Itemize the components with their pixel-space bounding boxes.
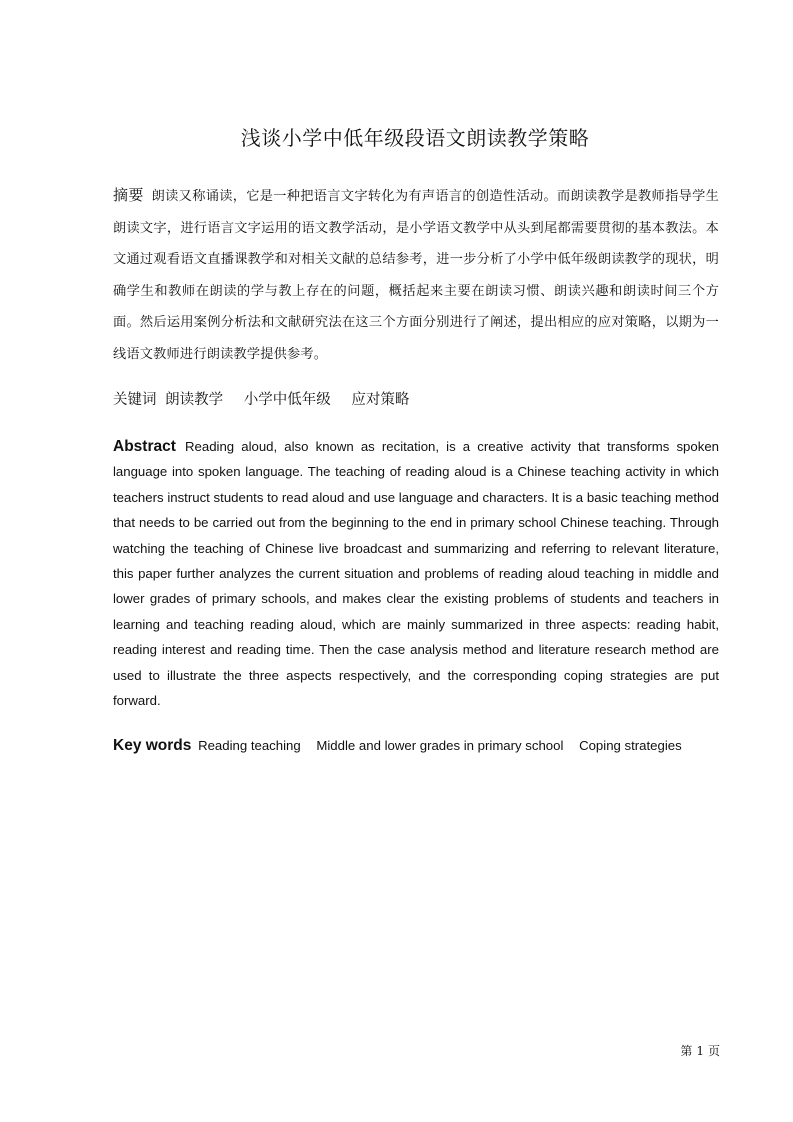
english-keywords bbox=[113, 734, 723, 758]
english-abstract-text: Reading aloud, also known as recitation, is a creative activity that transforms spoken language into spoken language. The teaching of reading aloud is a Chinese teaching activity in which teachers instruct students to read aloud and use language and characters. It is a basic teaching method that needs to be carried out from the beginning to the end in primary school Chinese teaching. Through watching the teaching of Chinese live broadcast and summarizing and referring to relevant literature, this paper further analyzes the current situation and problems of reading aloud teaching in middle and lower grades of primary schools, and makes clear the existing problems of students and teachers in learning and teaching reading aloud, which are mainly summarized in three aspects: reading habit, reading interest and reading time. Then the case analysis method and literature research method are used to illustrate the three aspects respectively, and the corresponding coping strategies are put forward. bbox=[113, 439, 719, 709]
chinese-abstract-label: 摘要 bbox=[113, 186, 144, 204]
english-keywords-label: Key words bbox=[113, 737, 192, 754]
chinese-keyword: 小学中低年级 bbox=[243, 392, 331, 408]
chinese-keywords bbox=[113, 388, 719, 412]
chinese-keyword: 应对策略 bbox=[351, 392, 410, 408]
chinese-keyword: 朗读教学 bbox=[165, 392, 224, 408]
chinese-abstract bbox=[113, 180, 719, 370]
page-footer bbox=[660, 1042, 720, 1059]
paper-title: 浅谈小学中低年级段语文朗读教学策略 bbox=[240, 126, 590, 150]
chinese-abstract-text: 朗读又称诵读，它是一种把语言文字转化为有声语言的创造性活动。而朗读教学是教师指导学生朗读文字，进行语言文字运用的语文教学活动，是小学语文教学中从头到尾都需要贯彻的基本教法。本文通过观看语文直播课教学和对相关文献的总结参考，进一步分析了小学中低年级朗读教学的现状，明确学生和教师在朗读的学与教上存在的问题，概括起来主要在朗读习惯、朗读兴趣和朗读时间三个方面。然后运用案例分析法和文献研究法在这三个方面分别进行了阐述，提出相应的应对策略，以期为一线语文教师进行朗读教学提供参考。 bbox=[113, 189, 719, 362]
english-keyword: Reading teaching bbox=[198, 738, 301, 753]
page-number-suffix: 页 bbox=[707, 1044, 720, 1058]
page-number-prefix: 第 bbox=[680, 1044, 693, 1058]
english-keyword: Coping strategies bbox=[579, 738, 682, 753]
english-abstract bbox=[113, 434, 719, 713]
english-abstract-label: Abstract bbox=[113, 438, 176, 455]
page-number: 1 bbox=[696, 1044, 704, 1058]
english-keyword: Middle and lower grades in primary school bbox=[316, 738, 564, 753]
chinese-keywords-label: 关键词 bbox=[113, 392, 157, 408]
